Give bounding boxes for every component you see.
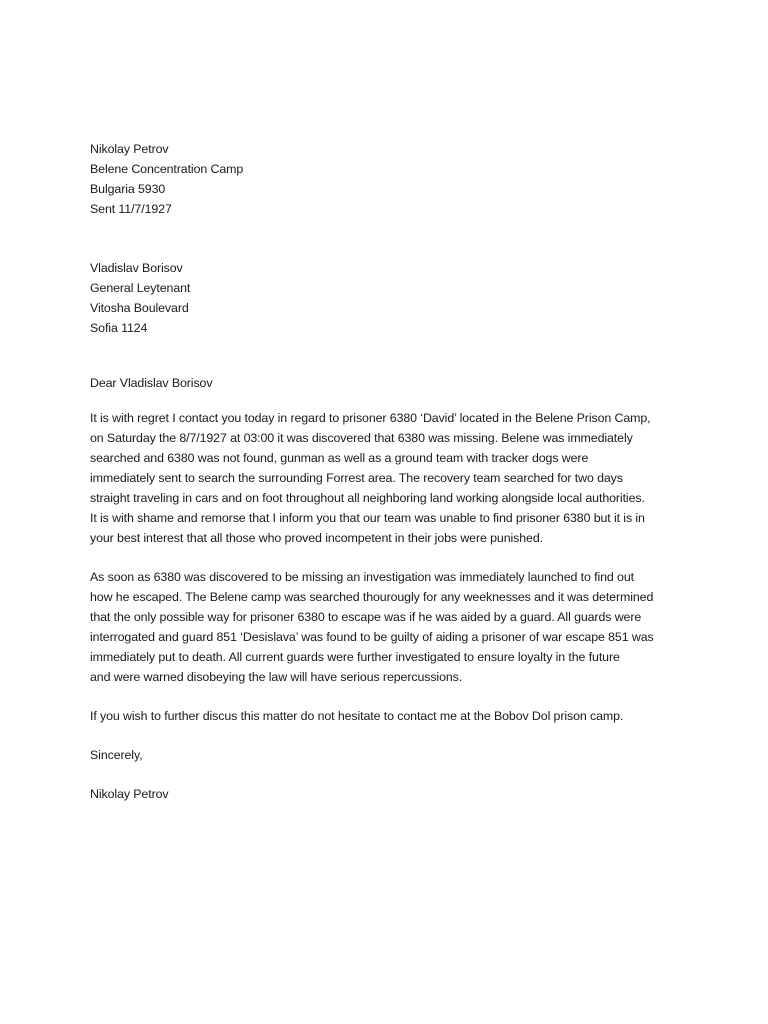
paragraph-2	[90, 567, 690, 687]
letter-body	[90, 139, 690, 804]
sender-address-block	[90, 139, 690, 219]
salutation	[90, 373, 690, 393]
paragraph-line: your best interest that all those who proved incompetent in their jobs were punished.	[90, 531, 543, 545]
paragraph-line: how he escaped. The Belene camp was searched thourougly for any weeknesses and it was determined	[90, 590, 654, 604]
paragraph-line: on Saturday the 8/7/1927 at 03:00 it was discovered that 6380 was missing. Belene was immediately	[90, 431, 633, 445]
paragraph-line: If you wish to further discus this matter do not hesitate to contact me at the Bobov Dol prison camp.	[90, 709, 624, 723]
paragraph-1	[90, 408, 690, 548]
paragraph-line: interrogated and guard 851 ‘Desislava’ was found to be guilty of aiding a prisoner of war escape 851 was	[90, 630, 654, 644]
paragraph-line: immediately put to death. All current guards were further investigated to ensure loyalty in the future	[90, 650, 620, 664]
paragraph-line: and were warned disobeying the law will have serious repercussions.	[90, 670, 463, 684]
salutation-text: Dear Vladislav Borisov	[90, 376, 213, 390]
sender-organization: Belene Concentration Camp	[90, 162, 244, 176]
paragraph-line: It is with regret I contact you today in regard to prisoner 6380 ‘David’ located in the Belene Prison Camp,	[90, 411, 651, 425]
paragraph-line: straight traveling in cars and on foot throughout all neighboring land working alongside local authorities.	[90, 491, 645, 505]
sender-location: Bulgaria 5930	[90, 182, 166, 196]
closing-text: Sincerely,	[90, 748, 143, 762]
recipient-address-block	[90, 258, 690, 338]
sent-date: Sent 11/7/1927	[90, 202, 172, 216]
paragraph-line: As soon as 6380 was discovered to be missing an investigation was immediately launched to find out	[90, 570, 634, 584]
paragraph-line: that the only possible way for prisoner 6380 to escape was if he was aided by a guard. All guards were	[90, 610, 642, 624]
signature-name: Nikolay Petrov	[90, 787, 169, 801]
sender-name: Nikolay Petrov	[90, 142, 169, 156]
recipient-name: Vladislav Borisov	[90, 261, 183, 275]
recipient-street: Vitosha Boulevard	[90, 301, 189, 315]
paragraph-line: immediately sent to search the surrounding Forrest area. The recovery team searched for two days	[90, 471, 623, 485]
recipient-rank: General Leytenant	[90, 281, 191, 295]
paragraph-line: It is with shame and remorse that I inform you that our team was unable to find prisoner 6380 but it is in	[90, 511, 645, 525]
recipient-city: Sofia 1124	[90, 321, 148, 335]
paragraph-3	[90, 706, 690, 726]
signature	[90, 784, 690, 804]
closing	[90, 745, 690, 765]
paragraph-line: searched and 6380 was not found, gunman as well as a ground team with tracker dogs were	[90, 451, 589, 465]
